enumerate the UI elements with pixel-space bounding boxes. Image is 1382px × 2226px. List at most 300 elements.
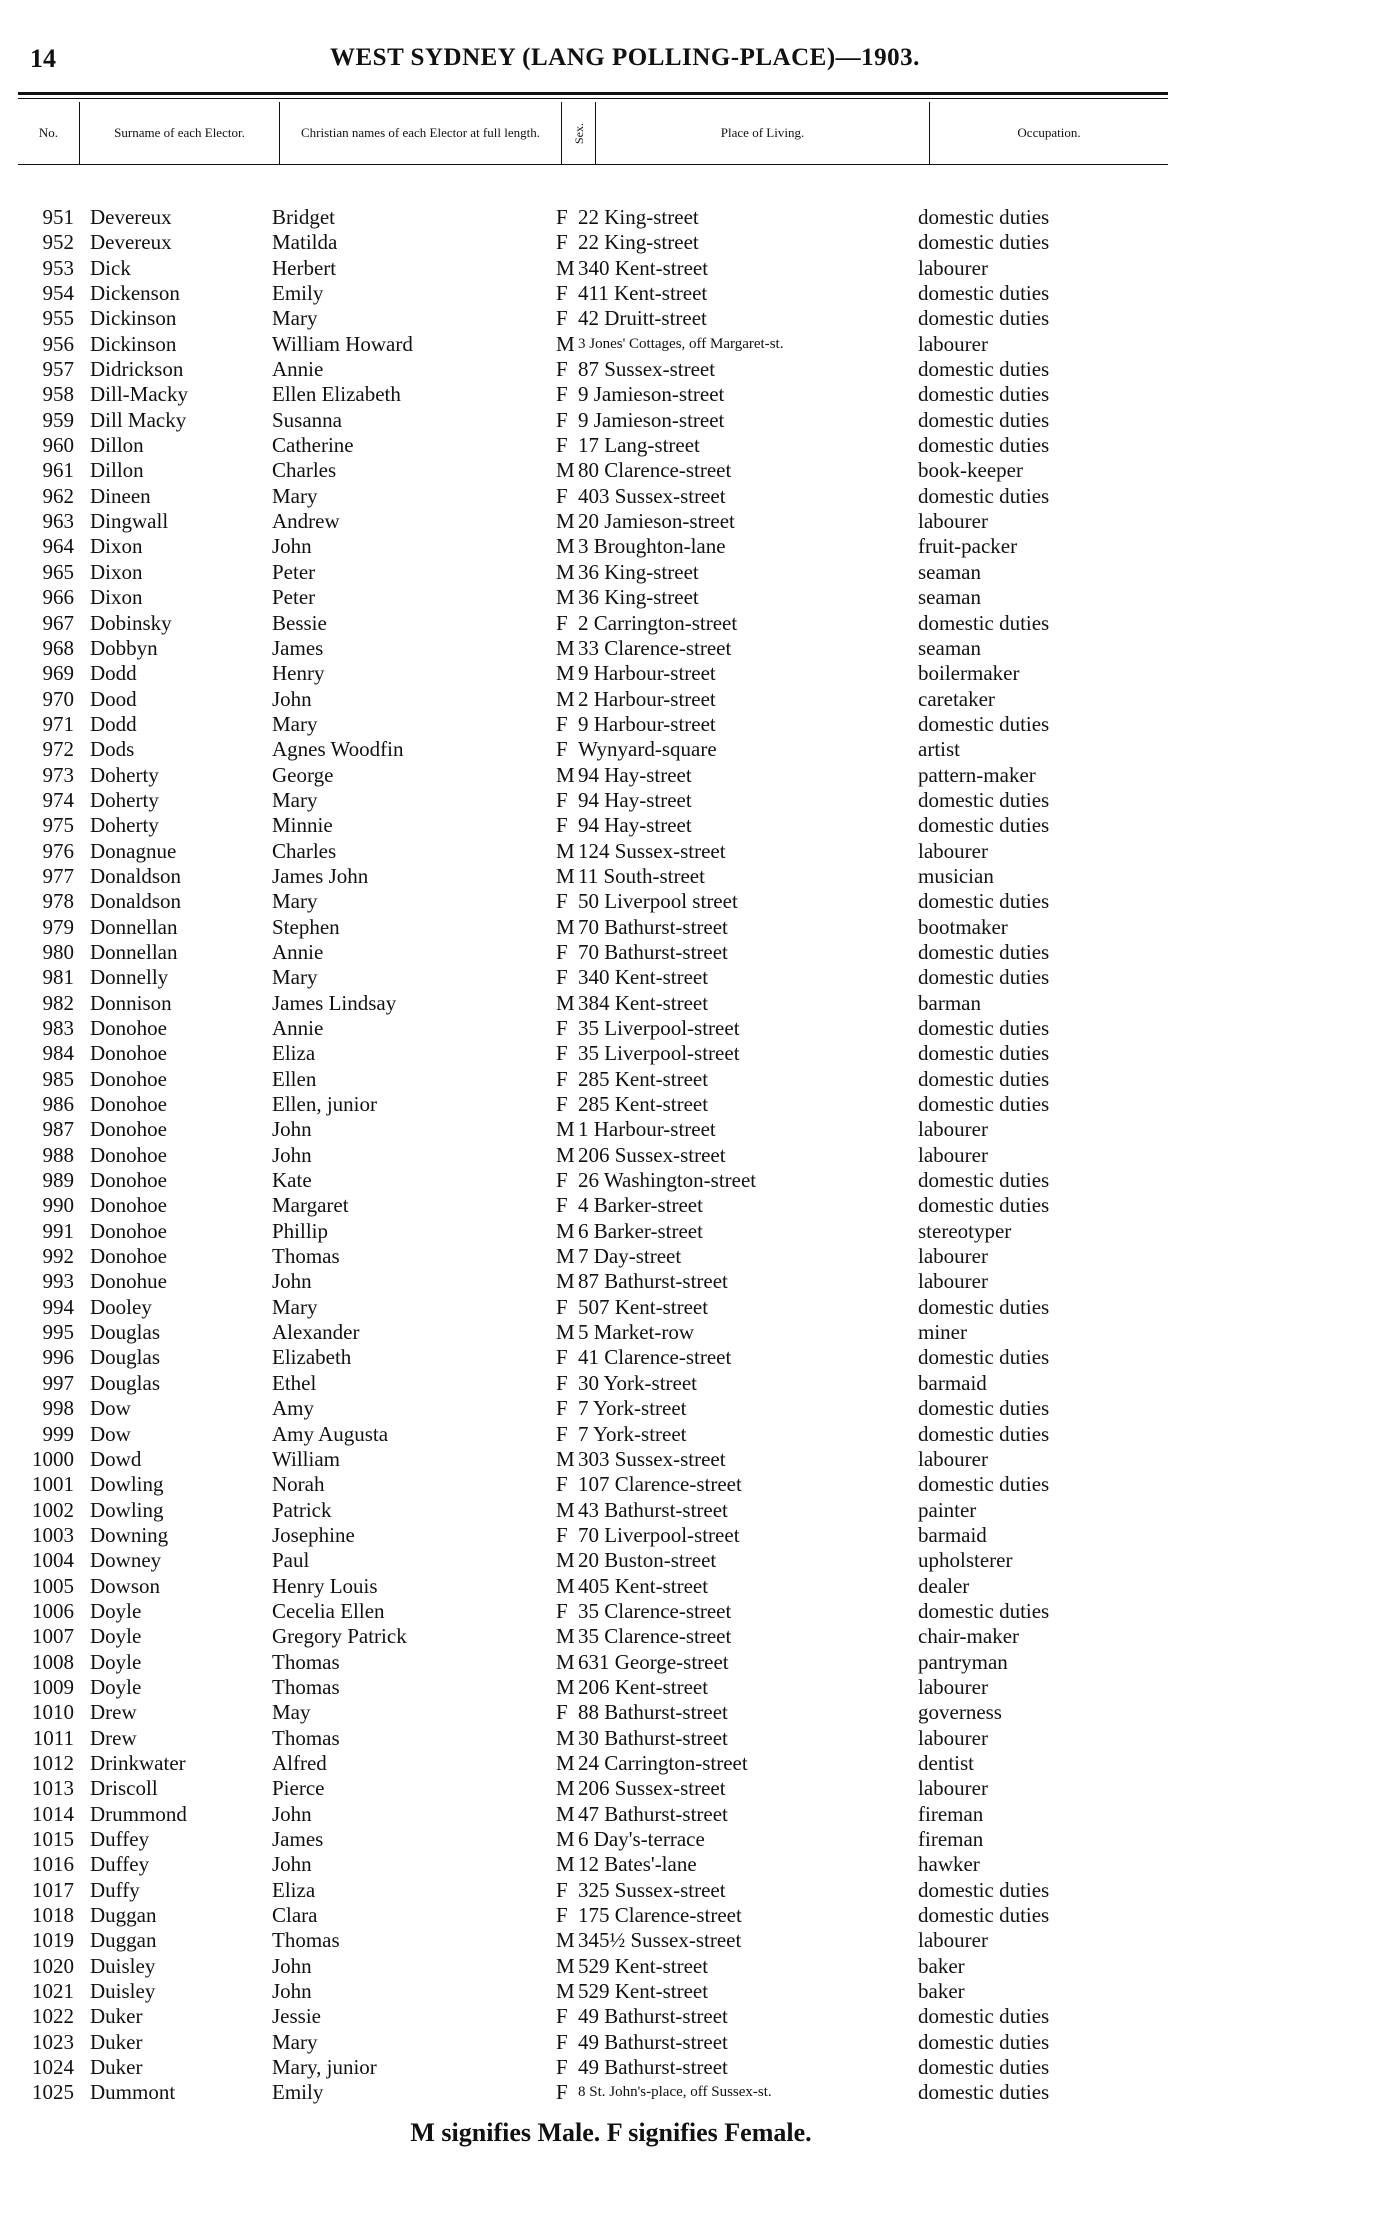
entry-number: 1012	[32, 1750, 74, 1775]
entry-sex: M	[556, 1320, 575, 1345]
table-row	[0, 509, 1382, 534]
entry-number: 996	[42, 1345, 74, 1370]
elector-list	[0, 205, 1382, 2106]
entry-number: 978	[42, 889, 74, 914]
entry-occupation: domestic duties	[918, 711, 1050, 736]
entry-place-of-living: 30 York-street	[578, 1370, 697, 1395]
entry-place-of-living: 36 King-street	[578, 585, 699, 610]
entry-place-of-living: 87 Sussex-street	[578, 357, 716, 382]
entry-surname: Dixon	[90, 534, 143, 559]
entry-sex: M	[556, 1573, 575, 1598]
table-row	[0, 1447, 1382, 1472]
table-row	[0, 1219, 1382, 1244]
entry-sex: M	[556, 1953, 575, 1978]
entry-surname: Douglas	[90, 1370, 160, 1395]
column-header-christian: Christian names of each Elector at full length.	[280, 102, 562, 164]
entry-christian-names: George	[272, 762, 334, 787]
entry-occupation: barmaid	[918, 1522, 987, 1547]
entry-occupation: domestic duties	[918, 610, 1050, 635]
entry-christian-names: Thomas	[272, 1649, 340, 1674]
entry-number: 951	[42, 205, 74, 229]
entry-christian-names: Agnes Woodfin	[272, 737, 404, 762]
entry-surname: Doyle	[90, 1674, 142, 1699]
table-row	[0, 864, 1382, 889]
sex-legend: M signifies Male. F signifies Female.	[410, 2118, 812, 2147]
entry-sex: F	[556, 230, 568, 255]
entry-occupation: domestic duties	[918, 939, 1050, 964]
entry-occupation: domestic duties	[918, 407, 1050, 432]
entry-sex: M	[556, 1674, 575, 1699]
entry-place-of-living: 5 Market-row	[578, 1320, 695, 1345]
entry-surname: Donohoe	[90, 1244, 167, 1269]
entry-place-of-living: 26 Washington-street	[578, 1168, 757, 1193]
entry-surname: Dill Macky	[90, 407, 187, 432]
entry-number: 1023	[32, 2029, 74, 2054]
table-row	[0, 1422, 1382, 1447]
entry-number: 1000	[32, 1446, 74, 1471]
entry-occupation: domestic duties	[918, 889, 1050, 914]
entry-christian-names: John	[272, 686, 312, 711]
entry-number: 967	[42, 610, 74, 635]
entry-occupation: stereotyper	[918, 1218, 1012, 1243]
entry-place-of-living: 384 Kent-street	[578, 990, 709, 1015]
entry-christian-names: John	[272, 534, 312, 559]
entry-sex: M	[556, 534, 575, 559]
entry-christian-names: John	[272, 1852, 312, 1877]
entry-surname: Downing	[90, 1522, 169, 1547]
entry-surname: Dowling	[90, 1497, 164, 1522]
entry-christian-names: Annie	[272, 357, 324, 382]
table-row	[0, 1599, 1382, 1624]
entry-number: 964	[42, 534, 74, 559]
entry-occupation: dentist	[918, 1750, 974, 1775]
entry-surname: Drinkwater	[90, 1750, 186, 1775]
entry-christian-names: James	[272, 1827, 324, 1851]
entry-christian-names: Peter	[272, 585, 316, 610]
entry-surname: Dowson	[90, 1573, 161, 1598]
entry-surname: Donohoe	[90, 1016, 167, 1040]
entry-number: 973	[42, 762, 74, 787]
table-row	[0, 1802, 1382, 1827]
page-number: 14	[30, 44, 56, 73]
entry-surname: Doyle	[90, 1624, 142, 1649]
entry-sex: F	[556, 1903, 568, 1928]
entry-christian-names: James John	[272, 863, 369, 888]
entry-surname: Donohoe	[90, 1218, 167, 1243]
entry-number: 1017	[32, 1877, 74, 1902]
entry-place-of-living: 87 Bathurst-street	[578, 1269, 728, 1294]
table-row	[0, 230, 1382, 255]
entry-number: 952	[42, 230, 74, 255]
entry-sex: F	[556, 1877, 568, 1902]
entry-place-of-living: 20 Jamieson-street	[578, 509, 735, 534]
entry-place-of-living: 70 Liverpool-street	[578, 1522, 740, 1547]
entry-christian-names: Clara	[272, 1903, 318, 1928]
entry-place-of-living: 206 Kent-street	[578, 1674, 709, 1699]
table-row	[0, 839, 1382, 864]
entry-number: 971	[42, 711, 74, 736]
entry-place-of-living: 529 Kent-street	[578, 1953, 709, 1978]
entry-surname: Drew	[90, 1700, 137, 1725]
entry-christian-names: Paul	[272, 1548, 310, 1573]
column-headers	[18, 102, 1168, 165]
entry-sex: M	[556, 1649, 575, 1674]
table-row	[0, 1269, 1382, 1294]
entry-christian-names: Thomas	[272, 1674, 340, 1699]
entry-christian-names: Jessie	[272, 2004, 321, 2029]
entry-number: 1001	[32, 1472, 74, 1497]
entry-occupation: labourer	[918, 331, 988, 356]
entry-surname: Dods	[90, 737, 135, 762]
table-row	[0, 1675, 1382, 1700]
entry-number: 997	[42, 1370, 74, 1395]
entry-christian-names: Henry	[272, 661, 325, 686]
entry-occupation: book-keeper	[918, 458, 1023, 483]
entry-sex: M	[556, 585, 575, 610]
column-header-sex-label: Sex.	[571, 122, 586, 144]
entry-christian-names: Ellen	[272, 1066, 317, 1091]
entry-place-of-living: 325 Sussex-street	[578, 1877, 726, 1902]
entry-surname: Donohoe	[90, 1041, 167, 1066]
entry-christian-names: Mary	[272, 306, 318, 331]
entry-number: 1003	[32, 1522, 74, 1547]
entry-sex: M	[556, 635, 575, 660]
entry-number: 991	[42, 1218, 74, 1243]
entry-christian-names: Mary	[272, 787, 318, 812]
entry-number: 954	[42, 281, 74, 306]
entry-occupation: labourer	[918, 1725, 988, 1750]
entry-surname: Duggan	[90, 1928, 157, 1953]
entry-sex: M	[556, 863, 575, 888]
column-header-occupation: Occupation.	[1017, 125, 1081, 140]
entry-sex: F	[556, 2055, 568, 2080]
table-row	[0, 1954, 1382, 1979]
table-row	[0, 1523, 1382, 1548]
entry-sex: F	[556, 407, 568, 432]
entry-number: 977	[42, 863, 74, 888]
entry-number: 992	[42, 1244, 74, 1269]
entry-place-of-living: 9 Jamieson-street	[578, 407, 725, 432]
entry-place-of-living: 7 Day-street	[578, 1244, 682, 1269]
entry-surname: Duggan	[90, 1903, 157, 1928]
entry-sex: M	[556, 1142, 575, 1167]
entry-surname: Duisley	[90, 1979, 156, 2004]
entry-place-of-living: 30 Bathurst-street	[578, 1725, 728, 1750]
entry-christian-names: Minnie	[272, 813, 333, 838]
entry-christian-names: Mary	[272, 711, 318, 736]
table-row	[0, 889, 1382, 914]
entry-number: 1021	[32, 1979, 74, 2004]
entry-christian-names: Kate	[272, 1168, 312, 1193]
entry-place-of-living: 507 Kent-street	[578, 1294, 709, 1319]
entry-place-of-living: 42 Druitt-street	[578, 306, 707, 331]
table-row	[0, 611, 1382, 636]
entry-number: 956	[42, 331, 74, 356]
entry-surname: Dineen	[90, 483, 151, 508]
entry-occupation: domestic duties	[918, 1168, 1050, 1193]
entry-place-of-living: 175 Clarence-street	[578, 1903, 742, 1928]
entry-sex: F	[556, 357, 568, 382]
entry-sex: F	[556, 2029, 568, 2054]
entry-sex: M	[556, 838, 575, 863]
entry-christian-names: Andrew	[272, 509, 340, 534]
entry-christian-names: Alfred	[272, 1750, 327, 1775]
entry-surname: Douglas	[90, 1320, 160, 1345]
entry-sex: F	[556, 1396, 568, 1421]
entry-place-of-living: 17 Lang-street	[578, 433, 700, 458]
entry-occupation: domestic duties	[918, 1877, 1050, 1902]
table-row	[0, 1117, 1382, 1142]
entry-surname: Downey	[90, 1548, 162, 1573]
entry-occupation: labourer	[918, 1674, 988, 1699]
entry-occupation: musician	[918, 863, 994, 888]
entry-place-of-living: 7 York-street	[578, 1396, 687, 1421]
entry-occupation: baker	[918, 1953, 965, 1978]
entry-number: 994	[42, 1294, 74, 1319]
table-row	[0, 433, 1382, 458]
entry-christian-names: Amy	[272, 1396, 314, 1421]
table-row	[0, 1092, 1382, 1117]
entry-surname: Dixon	[90, 559, 143, 584]
entry-christian-names: Emily	[272, 281, 324, 306]
table-row	[0, 1928, 1382, 1953]
table-row	[0, 408, 1382, 433]
entry-christian-names: Charles	[272, 838, 337, 863]
entry-surname: Dixon	[90, 585, 143, 610]
page-header	[30, 44, 1202, 84]
table-row	[0, 1751, 1382, 1776]
entry-christian-names: Josephine	[272, 1522, 355, 1547]
table-row	[0, 940, 1382, 965]
entry-occupation: domestic duties	[918, 1421, 1050, 1446]
entry-place-of-living: 50 Liverpool street	[578, 889, 738, 914]
entry-sex: F	[556, 711, 568, 736]
entry-sex: F	[556, 1066, 568, 1091]
entry-place-of-living: Wynyard-square	[578, 737, 717, 762]
entry-christian-names: Henry Louis	[272, 1573, 378, 1598]
entry-number: 990	[42, 1193, 74, 1218]
entry-place-of-living: 8 St. John's-place, off Sussex-st.	[578, 2084, 772, 2101]
entry-occupation: fruit-packer	[918, 534, 1018, 559]
entry-occupation: domestic duties	[918, 306, 1050, 331]
table-row	[0, 1726, 1382, 1751]
entry-number: 975	[42, 813, 74, 838]
entry-sex: M	[556, 914, 575, 939]
entry-occupation: labourer	[918, 1269, 988, 1294]
entry-sex: M	[556, 1979, 575, 2004]
entry-surname: Duffey	[90, 1852, 150, 1877]
entry-christian-names: Mary	[272, 889, 318, 914]
entry-sex: M	[556, 1928, 575, 1953]
entry-sex: F	[556, 1193, 568, 1218]
entry-occupation: seaman	[918, 585, 981, 610]
entry-christian-names: Bridget	[272, 205, 335, 229]
entry-occupation: domestic duties	[918, 1345, 1050, 1370]
entry-sex: F	[556, 205, 568, 229]
entry-number: 953	[42, 255, 74, 280]
table-row	[0, 1244, 1382, 1269]
entry-surname: Doherty	[90, 762, 159, 787]
entry-number: 1014	[32, 1801, 74, 1826]
entry-occupation: pattern-maker	[918, 762, 1036, 787]
entry-place-of-living: 11 South-street	[578, 863, 705, 888]
table-row	[0, 991, 1382, 1016]
entry-surname: Donnison	[90, 990, 172, 1015]
entry-occupation: dealer	[918, 1573, 970, 1598]
entry-occupation: domestic duties	[918, 1472, 1050, 1497]
entry-sex: F	[556, 610, 568, 635]
entry-surname: Duisley	[90, 1953, 156, 1978]
table-row	[0, 1624, 1382, 1649]
entry-number: 1008	[32, 1649, 74, 1674]
entry-number: 970	[42, 686, 74, 711]
entry-place-of-living: 49 Bathurst-street	[578, 2055, 728, 2080]
entry-sex: F	[556, 1700, 568, 1725]
entry-sex: M	[556, 1497, 575, 1522]
running-title: WEST SYDNEY (LANG POLLING-PLACE)—1903.	[330, 44, 920, 71]
entry-number: 1020	[32, 1953, 74, 1978]
entry-place-of-living: 35 Liverpool-street	[578, 1041, 740, 1066]
entry-place-of-living: 70 Bathurst-street	[578, 914, 728, 939]
entry-sex: M	[556, 331, 575, 356]
table-row	[0, 1041, 1382, 1066]
entry-surname: Drummond	[90, 1801, 187, 1826]
entry-number: 1015	[32, 1827, 74, 1851]
table-row	[0, 1903, 1382, 1928]
table-row	[0, 1193, 1382, 1218]
entry-place-of-living: 1 Harbour-street	[578, 1117, 716, 1142]
entry-sex: F	[556, 433, 568, 458]
entry-christian-names: Annie	[272, 1016, 324, 1040]
table-row	[0, 636, 1382, 661]
entry-number: 982	[42, 990, 74, 1015]
entry-number: 999	[42, 1421, 74, 1446]
entry-sex: M	[556, 686, 575, 711]
entry-sex: F	[556, 1016, 568, 1040]
entry-number: 962	[42, 483, 74, 508]
entry-sex: F	[556, 1472, 568, 1497]
entry-place-of-living: 94 Hay-street	[578, 762, 692, 787]
entry-occupation: seaman	[918, 635, 981, 660]
table-row	[0, 534, 1382, 559]
entry-place-of-living: 94 Hay-street	[578, 813, 692, 838]
entry-place-of-living: 22 King-street	[578, 205, 699, 229]
entry-sex: F	[556, 2080, 568, 2105]
entry-surname: Dow	[90, 1421, 131, 1446]
entry-number: 974	[42, 787, 74, 812]
table-row	[0, 1345, 1382, 1370]
entry-surname: Driscoll	[90, 1776, 158, 1801]
entry-sex: M	[556, 1117, 575, 1142]
entry-surname: Donagnue	[90, 838, 177, 863]
entry-christian-names: Emily	[272, 2080, 324, 2105]
entry-place-of-living: 3 Broughton-lane	[578, 534, 726, 559]
entry-christian-names: Charles	[272, 458, 337, 483]
entry-christian-names: John	[272, 1269, 312, 1294]
entry-occupation: domestic duties	[918, 1016, 1050, 1040]
entry-christian-names: Matilda	[272, 230, 338, 255]
table-row	[0, 737, 1382, 762]
entry-christian-names: Thomas	[272, 1725, 340, 1750]
entry-christian-names: James Lindsay	[272, 990, 397, 1015]
entry-number: 1005	[32, 1573, 74, 1598]
entry-sex: F	[556, 1092, 568, 1117]
entry-place-of-living: 107 Clarence-street	[578, 1472, 742, 1497]
entry-number: 965	[42, 559, 74, 584]
entry-surname: Dood	[90, 686, 137, 711]
entry-number: 1022	[32, 2004, 74, 2029]
entry-christian-names: John	[272, 1979, 312, 2004]
entry-number: 1018	[32, 1903, 74, 1928]
entry-occupation: domestic duties	[918, 1193, 1050, 1218]
entry-christian-names: Ethel	[272, 1370, 317, 1395]
entry-number: 995	[42, 1320, 74, 1345]
entry-christian-names: Herbert	[272, 255, 337, 280]
entry-occupation: labourer	[918, 1776, 988, 1801]
entry-surname: Doyle	[90, 1598, 142, 1623]
entry-surname: Duker	[90, 2004, 143, 2029]
entry-surname: Dill-Macky	[90, 382, 188, 407]
entry-surname: Duker	[90, 2055, 143, 2080]
entry-sex: M	[556, 1548, 575, 1573]
entry-number: 1011	[32, 1725, 74, 1750]
entry-place-of-living: 88 Bathurst-street	[578, 1700, 728, 1725]
table-row	[0, 484, 1382, 509]
table-row	[0, 2055, 1382, 2080]
entry-place-of-living: 9 Jamieson-street	[578, 382, 725, 407]
table-row	[0, 1852, 1382, 1877]
entry-place-of-living: 33 Clarence-street	[578, 635, 732, 660]
entry-occupation: painter	[918, 1497, 977, 1522]
entry-place-of-living: 35 Clarence-street	[578, 1598, 732, 1623]
entry-sex: F	[556, 1345, 568, 1370]
entry-occupation: labourer	[918, 1928, 988, 1953]
entry-surname: Donohoe	[90, 1066, 167, 1091]
entry-sex: F	[556, 939, 568, 964]
entry-surname: Dowd	[90, 1446, 142, 1471]
entry-christian-names: William	[272, 1446, 340, 1471]
entry-christian-names: Catherine	[272, 433, 354, 458]
entry-number: 979	[42, 914, 74, 939]
column-header-sex	[562, 102, 596, 164]
entry-sex: M	[556, 1725, 575, 1750]
table-row	[0, 1168, 1382, 1193]
entry-occupation: domestic duties	[918, 1092, 1050, 1117]
entry-number: 989	[42, 1168, 74, 1193]
entry-surname: Duker	[90, 2029, 143, 2054]
entry-christian-names: May	[272, 1700, 311, 1725]
entry-number: 998	[42, 1396, 74, 1421]
entry-sex: M	[556, 255, 575, 280]
table-row	[0, 661, 1382, 686]
entry-occupation: domestic duties	[918, 205, 1050, 229]
table-row	[0, 1472, 1382, 1497]
entry-surname: Dodd	[90, 711, 137, 736]
entry-place-of-living: 80 Clarence-street	[578, 458, 732, 483]
table-row	[0, 2004, 1382, 2029]
table-row	[0, 1371, 1382, 1396]
entry-place-of-living: 36 King-street	[578, 559, 699, 584]
entry-number: 985	[42, 1066, 74, 1091]
entry-christian-names: John	[272, 1953, 312, 1978]
entry-sex: F	[556, 1598, 568, 1623]
table-row	[0, 763, 1382, 788]
entry-surname: Duffey	[90, 1827, 150, 1851]
entry-surname: Doherty	[90, 787, 159, 812]
entry-number: 983	[42, 1016, 74, 1040]
entry-sex: M	[556, 990, 575, 1015]
entry-place-of-living: 631 George-street	[578, 1649, 729, 1674]
